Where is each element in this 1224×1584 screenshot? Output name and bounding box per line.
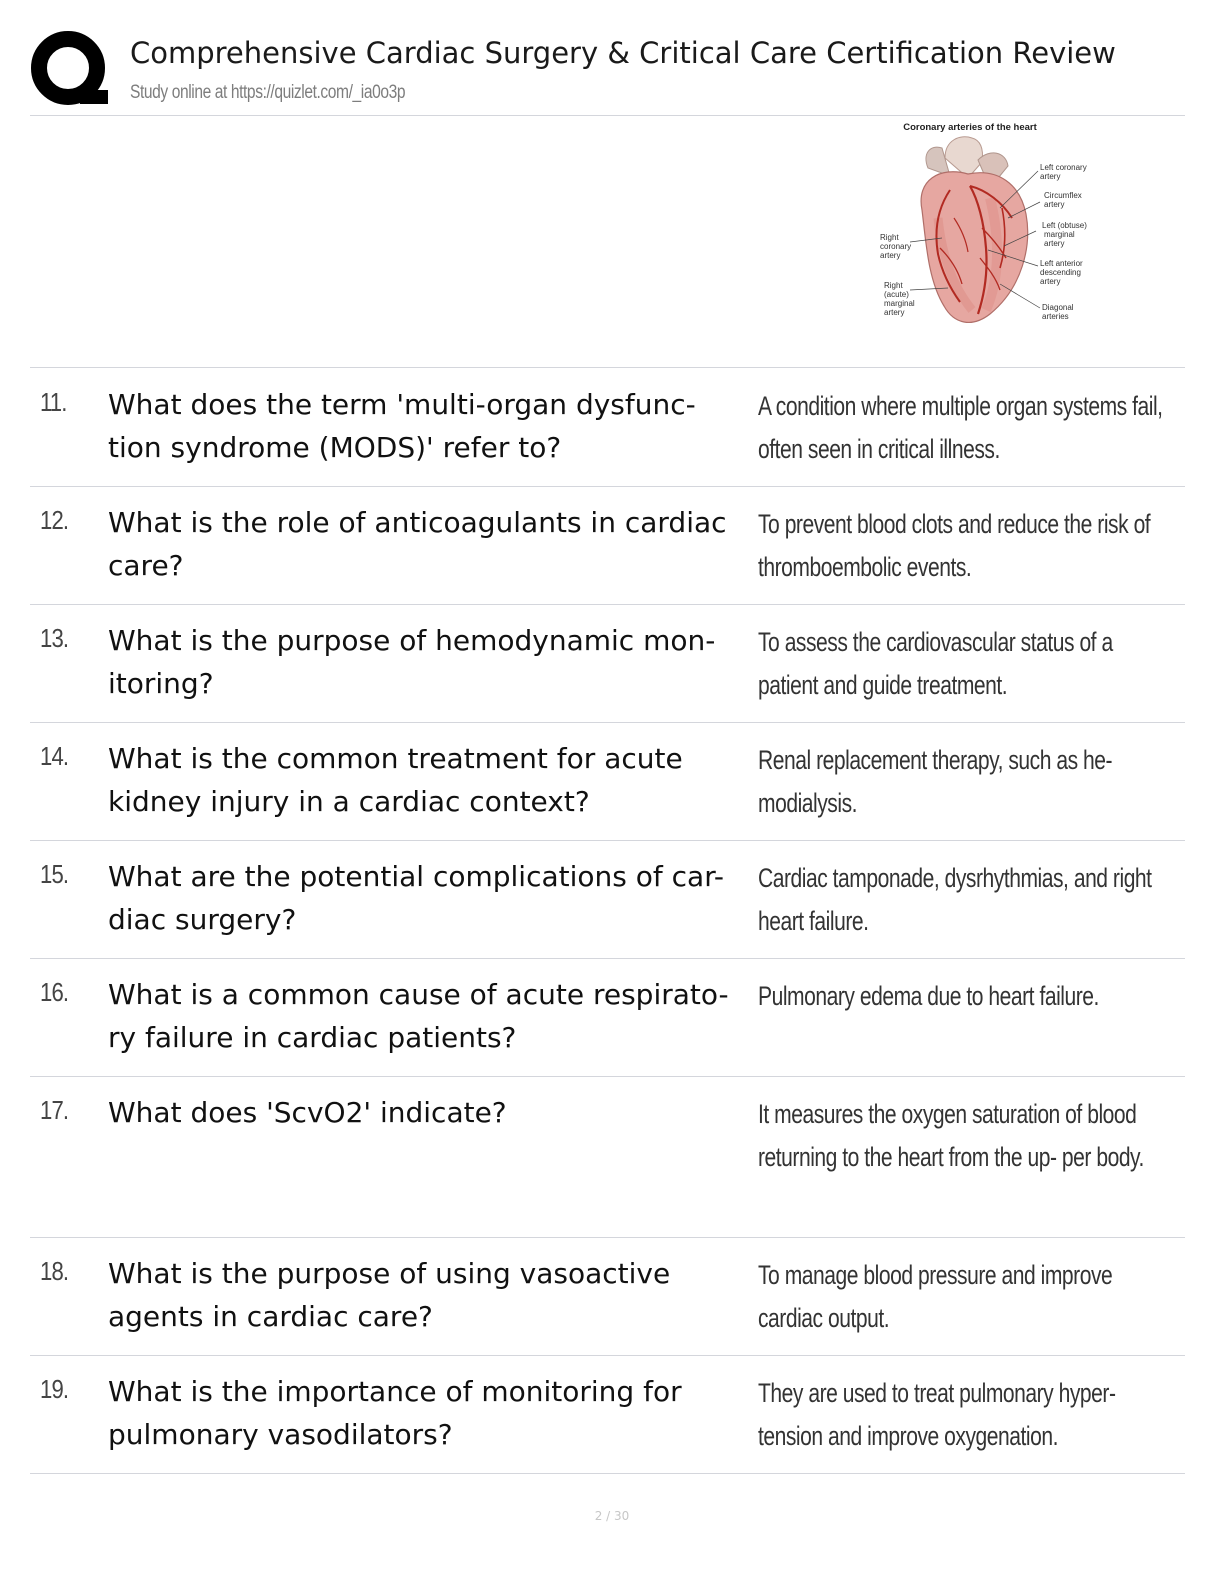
figure-label: Circumflex: [1044, 191, 1082, 200]
figure-label: marginal: [1044, 230, 1075, 239]
card-number: 13.: [40, 623, 69, 653]
figure-label: Diagonal: [1042, 303, 1074, 312]
flashcard-row: [30, 841, 1185, 959]
study-online-link[interactable]: Study online at https://quizlet.com/_ia0o3p: [130, 82, 406, 103]
flashcard-row: [30, 1238, 1185, 1356]
document-title: Comprehensive Cardiac Surgery & Critical Care Certification Review: [130, 36, 1116, 70]
card-question: What is the purpose of using vasoactive agents in cardiac care?: [108, 1257, 671, 1333]
card-number: 18.: [40, 1256, 69, 1286]
card-answer: To assess the cardiovascular status of a patient and guide treatment.: [758, 627, 1113, 700]
card-question: What is the role of anticoagulants in cardiac care?: [108, 506, 727, 582]
figure-label: artery: [880, 251, 901, 260]
coronary-arteries-heart-image: [850, 118, 1090, 348]
figure-label: artery: [1044, 239, 1065, 248]
card-answer: A condition where multiple organ systems fail, often seen in critical illness.: [758, 391, 1163, 464]
card-number: 12.: [40, 505, 69, 535]
card-answer: To prevent blood clots and reduce the risk of thromboembolic events.: [758, 509, 1151, 582]
figure-label: descending: [1040, 268, 1081, 277]
card-question: What is the common treatment for acute kidney injury in a cardiac context?: [108, 742, 683, 818]
flashcard-row: [30, 723, 1185, 841]
card-number: 14.: [40, 741, 69, 771]
flashcard-list: [30, 369, 1185, 1474]
quizlet-logo-icon: [30, 30, 110, 110]
card-question: What is the purpose of hemodynamic mon- itoring?: [108, 624, 716, 700]
card-question: What does the term 'multi-organ dysfunc- tion syndrome (MODS)' refer to?: [108, 388, 696, 464]
card-question: What are the potential complications of car- diac surgery?: [108, 860, 725, 936]
flashcard-row: [30, 1077, 1185, 1238]
figure-label: artery: [1040, 277, 1061, 286]
flashcard-row: [30, 487, 1185, 605]
card-number: 16.: [40, 977, 69, 1007]
figure-title: Coronary arteries of the heart: [903, 122, 1037, 133]
card-question: What is the importance of monitoring for pulmonary vasodilators?: [108, 1375, 682, 1451]
flashcard-row: [30, 1356, 1185, 1474]
figure-label: Right: [884, 281, 903, 290]
figure-label: Left coronary: [1040, 163, 1087, 172]
figure-label: coronary: [880, 242, 912, 251]
card-number: 11.: [40, 387, 67, 417]
figure-label: artery: [884, 308, 905, 317]
flashcard-row: [30, 959, 1185, 1077]
card-answer: Renal replacement therapy, such as he- modialysis.: [758, 745, 1113, 818]
card-answer: They are used to treat pulmonary hyper- tension and improve oxygenation.: [758, 1378, 1116, 1451]
card-question: What is a common cause of acute respirato- ry failure in cardiac patients?: [108, 978, 729, 1054]
document-header: [30, 26, 1185, 116]
figure-label: artery: [1044, 200, 1065, 209]
card-answer: Pulmonary edema due to heart failure.: [758, 981, 1099, 1011]
page-number: 2 / 30: [594, 1509, 630, 1523]
figure-label: marginal: [884, 299, 915, 308]
figure-label: (acute): [884, 290, 909, 299]
card-answer: It measures the oxygen saturation of blood returning to the heart from the up- per body.: [758, 1099, 1144, 1172]
card-answer: To manage blood pressure and improve cardiac output.: [758, 1260, 1113, 1333]
card-number: 19.: [40, 1374, 69, 1404]
flashcard-row: [30, 369, 1185, 487]
card-question: What does 'ScvO2' indicate?: [108, 1096, 507, 1129]
figure-label: Left anterior: [1040, 259, 1083, 268]
figure-label: Right: [880, 233, 899, 242]
card-number: 15.: [40, 859, 69, 889]
flashcard-row: [30, 605, 1185, 723]
card-number: 17.: [40, 1095, 69, 1125]
figure-label: Left (obtuse): [1042, 221, 1087, 230]
figure-label: artery: [1040, 172, 1061, 181]
card-answer: Cardiac tamponade, dysrhythmias, and right heart failure.: [758, 863, 1152, 936]
figure-label: arteries: [1042, 312, 1069, 321]
image-card-row: [30, 116, 1185, 368]
